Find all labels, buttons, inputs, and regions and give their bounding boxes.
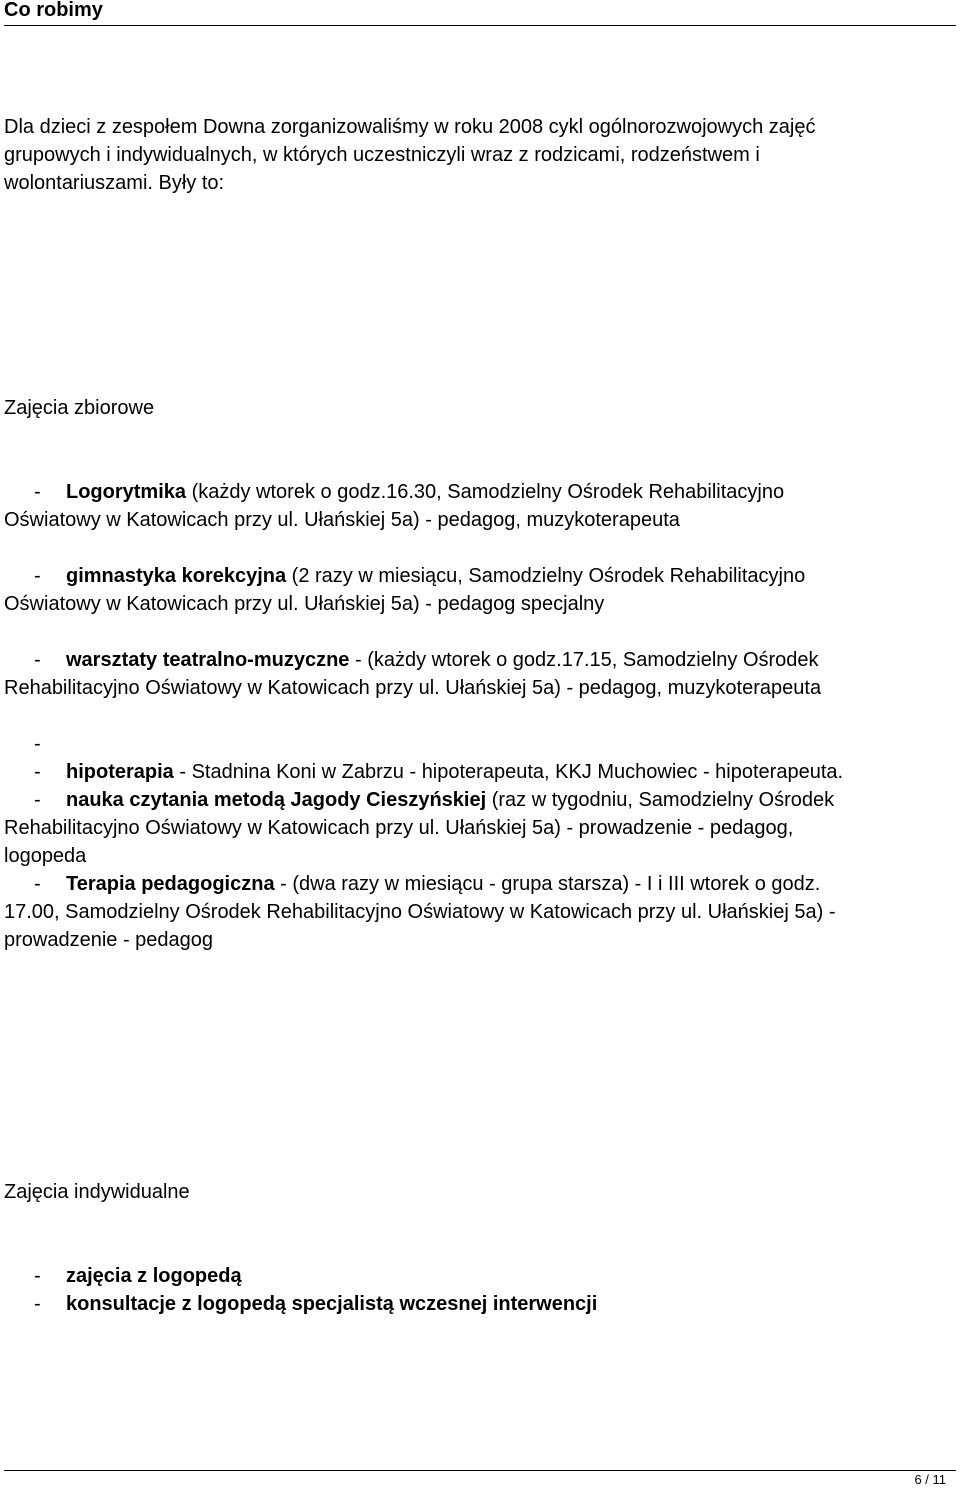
list-item	[4, 1290, 956, 1318]
item-details: (raz w tygodniu, Samodzielny Ośrodek	[486, 789, 835, 811]
list-dash: -	[34, 481, 41, 503]
item-details: - (dwa razy w miesiącu - grupa starsza) - I i III wtorek o godz.	[274, 873, 821, 895]
item-details: Oświatowy w Katowicach przy ul. Ułańskiej 5a) - pedagog, muzykoterapeuta	[4, 509, 680, 531]
page-header-title: Co robimy	[4, 0, 103, 21]
item-name: nauka czytania metodą Jagody Cieszyńskiej	[66, 789, 487, 811]
item-details: prowadzenie - pedagog	[4, 929, 214, 951]
list-dash: -	[34, 873, 41, 895]
item-details: (każdy wtorek o godz.16.30, Samodzielny Ośrodek Rehabilitacyjno	[186, 481, 785, 503]
list-item	[4, 870, 956, 898]
item-name: hipoterapia	[66, 761, 174, 783]
individual-list	[4, 1262, 956, 1318]
item-details: - (każdy wtorek o godz.17.15, Samodzielny Ośrodek	[349, 649, 819, 671]
item-details: - Stadnina Koni w Zabrzu - hipoterapeuta, KKJ Muchowiec - hipoterapeuta.	[173, 761, 844, 783]
intro-line: wolontariuszami. Były to:	[4, 172, 225, 194]
item-name: zajęcia z logopedą	[66, 1265, 242, 1287]
item-name: Logorytmika	[66, 481, 187, 503]
list-item	[4, 478, 956, 534]
list-block	[4, 730, 956, 954]
item-name: konsultacje z logopedą specjalistą wczesnej interwencji	[66, 1293, 598, 1315]
list-item	[4, 646, 956, 702]
list-item	[4, 758, 956, 786]
item-name: Terapia pedagogiczna	[66, 873, 275, 895]
header-divider	[4, 25, 956, 26]
list-dash: -	[34, 649, 41, 671]
intro-line: Dla dzieci z zespołem Downa zorganizowaliśmy w roku 2008 cykl ogólnorozwojowych zajęć	[4, 116, 816, 138]
list-dash: -	[34, 1265, 41, 1287]
group-section-heading: Zajęcia zbiorowe	[4, 397, 155, 419]
item-details: Rehabilitacyjno Oświatowy w Katowicach przy ul. Ułańskiej 5a) - prowadzenie - pedagog,	[4, 817, 794, 839]
item-details: 17.00, Samodzielny Ośrodek Rehabilitacyjno Oświatowy w Katowicach przy ul. Ułańskiej 5a) -	[4, 901, 836, 923]
item-details: Oświatowy w Katowicach przy ul. Ułańskiej 5a) - pedagog specjalny	[4, 593, 605, 615]
item-name: warsztaty teatralno-muzyczne	[66, 649, 350, 671]
individual-section-heading: Zajęcia indywidualne	[4, 1181, 190, 1203]
list-dash: -	[34, 1293, 41, 1315]
intro-paragraph	[4, 113, 956, 197]
page-number: 6 / 11	[914, 1472, 946, 1487]
item-details: (2 razy w miesiącu, Samodzielny Ośrodek Rehabilitacyjno	[286, 565, 806, 587]
item-details: logopeda	[4, 845, 87, 867]
list-dash: -	[34, 565, 41, 587]
item-name: gimnastyka korekcyjna	[66, 565, 287, 587]
list-dash: -	[34, 789, 41, 811]
list-item	[4, 1262, 956, 1290]
list-dash: -	[34, 733, 41, 755]
list-item	[4, 562, 956, 618]
footer-divider	[4, 1470, 956, 1471]
item-details: Rehabilitacyjno Oświatowy w Katowicach przy ul. Ułańskiej 5a) - pedagog, muzykoterapeuta	[4, 677, 822, 699]
intro-line: grupowych i indywidualnych, w których uczestniczyli wraz z rodzicami, rodzeństwem i	[4, 144, 760, 166]
list-item	[4, 786, 956, 814]
list-dash: -	[34, 761, 41, 783]
